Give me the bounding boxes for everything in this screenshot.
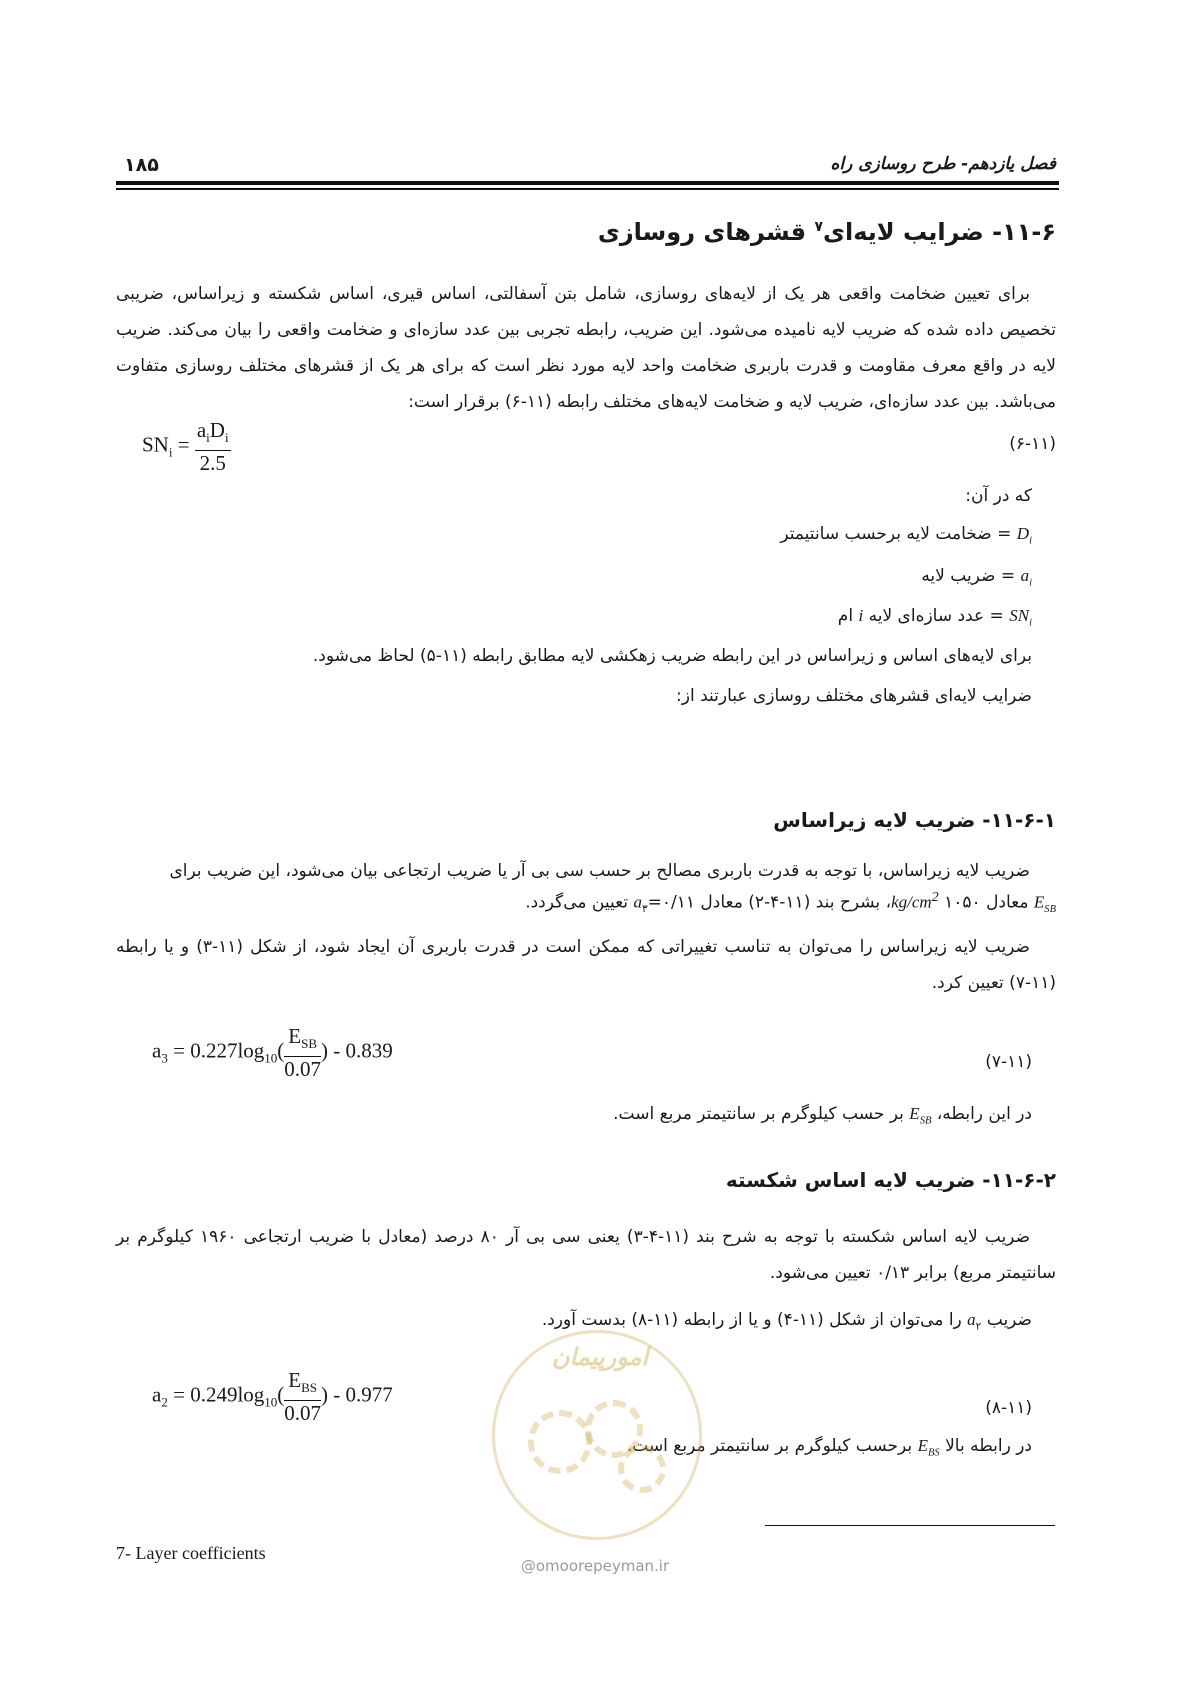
coefficients-intro: ضرایب لایه‌ای قشرهای مختلف روسازی عبارتند از:	[676, 686, 1032, 706]
definition-d: $D_i$ = ضخامت لایه برحسب سانتیمتر	[780, 524, 1032, 547]
equation-7-11: $a_3 = 0.227\log_{10}$( $\frac{E_{SB}}{0.07}$ ) - 0.839	[152, 1024, 393, 1082]
watermark-logo-text: امورپیمان	[551, 1343, 649, 1371]
esb-unit-note: در این رابطه، $E_{SB}$ بر حسب کیلوگرم بر سانتیمتر مربع است.	[613, 1104, 1032, 1127]
watermark-gear-icon	[528, 1410, 592, 1474]
ebs-unit-note: در رابطه بالا $E_{BS}$ برحسب کیلوگرم بر سانتیمتر مربع است.	[626, 1436, 1032, 1459]
footnote-rule	[765, 1525, 1055, 1526]
header-rule-thick	[116, 181, 1059, 185]
where-label: که در آن:	[965, 486, 1032, 506]
footnote: 7- Layer coefficients	[116, 1543, 266, 1563]
footnote-ref: ۷	[814, 219, 823, 235]
equation-6-11: $SN_i$ = $\frac{a_iD_i}{2.5}$	[142, 418, 229, 476]
page-number: ۱۸۵	[124, 154, 159, 176]
subsection-1-heading: ۱۱-۶-۱- ضریب لایه زیراساس	[773, 808, 1056, 832]
header-rule-thin	[116, 188, 1059, 190]
crushed-base-paragraph: ضریب لایه اساس شکسته با توجه به شرح بند (۱۱-۴-۳) یعنی سی بی آر ۸۰ درصد (معادل با ضریب ارتجاعی ۱۹۶۰ کیلوگرم بر سانتیمتر مربع) برابر ۰/۱۳ تعیین می‌شود.	[116, 1227, 1056, 1283]
section-title: ۱۱-۶- ضرایب لایه‌ای	[822, 218, 1056, 246]
watermark-site: @omoorepeyman.ir	[520, 1557, 670, 1575]
drainage-note: برای لایه‌های اساس و زیراساس در این رابطه ضریب زهکشی لایه مطابق رابطه (۱۱-۵) لحاظ می‌شود.	[312, 646, 1032, 666]
watermark-gear-icon	[618, 1445, 666, 1493]
definition-sn: $SN_i$ = عدد سازه‌ای لایه i ام	[837, 606, 1032, 629]
section-heading	[598, 218, 1056, 246]
intro-paragraph: برای تعیین ضخامت واقعی هر یک از لایه‌های روسازی، شامل بتن آسفالتی، اساس قیری، اساس شکسته و زیراساس، ضریبی تخصیص داده شده که ضریب لایه نامیده می‌شود. این ضریب، رابطه تجربی بین عدد سازه‌ای و ضخامت واقعی را بیان می‌کند. ضریب لایه در واقع معرف مقاومت و قدرت باربری ضخامت واحد لایه مورد نظر است که برای هر یک از قشرهای مختلف روسازی متفاوت می‌باشد. بین عدد سازه‌ای، ضریب لایه و ضخامت لایه‌های مختلف رابطه (۱۱-۶) برقرار است:	[116, 284, 1056, 412]
subsection-2-heading: ۱۱-۶-۲- ضریب لایه اساس شکسته	[725, 1168, 1056, 1192]
equation-number-6-11: (۶-۱۱)	[1009, 434, 1056, 454]
equation-number-8-11: (۸-۱۱)	[985, 1398, 1032, 1418]
a2-line: ضریب $a_۲$ را می‌توان از شکل (۱۱-۴) و یا از رابطه (۱۱-۸) بدست آورد.	[541, 1310, 1032, 1333]
chapter-title: فصل یازدهم- طرح روسازی راه	[830, 154, 1056, 174]
section-title-rest: قشرهای روسازی	[597, 218, 807, 246]
equation-number-7-11: (۷-۱۱)	[985, 1052, 1032, 1072]
definition-a: $a_i$ = ضریب لایه	[921, 566, 1032, 589]
subbase-paragraph-b: $E_{SB}$ معادل $kg/cm^2$ ۱۰۵۰، بشرح بند (۱۱-۴-۲) معادل $۰/۱۱=a_۳$ تعیین می‌گردد.	[525, 889, 1056, 916]
subbase-paragraph-a: ضریب لایه زیراساس، با توجه به قدرت باربری مصالح بر حسب سی بی آر یا ضریب ارتجاعی بیان می‌شود، این ضریب برای	[169, 861, 1030, 881]
subbase-paragraph-c: ضریب لایه زیراساس را می‌توان به تناسب تغییراتی که ممکن است در قدرت باربری آن ایجاد شود، از شکل (۱۱-۳) و یا رابطه (۱۱-۷) تعیین کرد.	[116, 937, 1056, 993]
equation-8-11: $a_2 = 0.249\log_{10}$( $\frac{E_{BS}}{0.07}$ ) - 0.977	[152, 1368, 393, 1426]
